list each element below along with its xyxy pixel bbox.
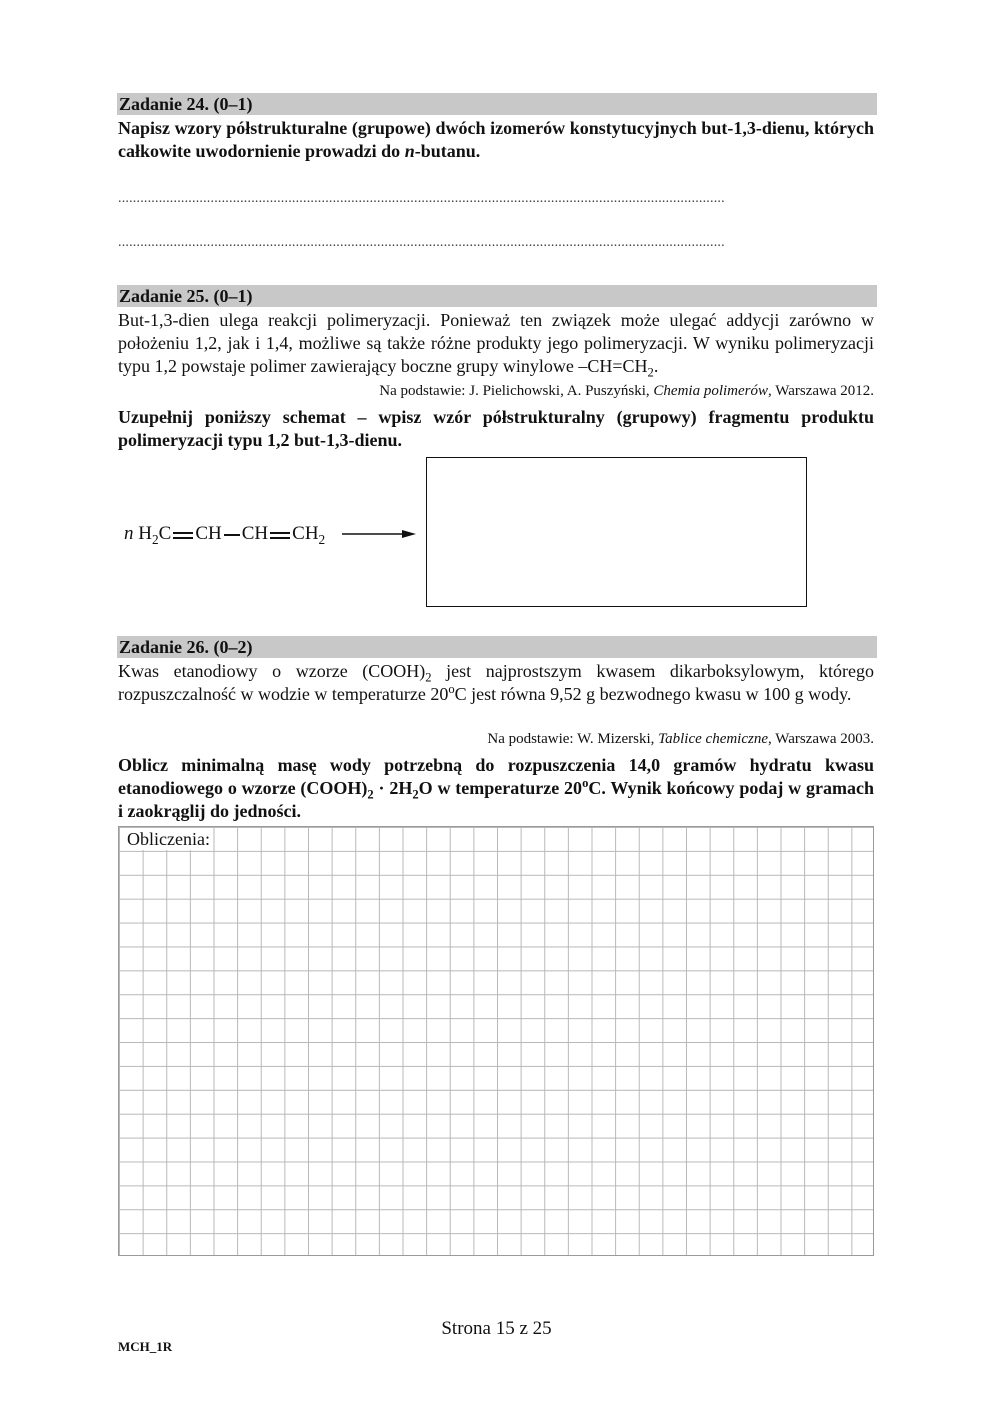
- answer-line-2[interactable]: ....................................................................................................................................................................: [118, 236, 725, 250]
- exam-code: MCH_1R: [118, 1339, 173, 1354]
- double-bond: [171, 522, 195, 546]
- task-25-source: Na podstawie: J. Pielichowski, A. Puszyński, Chemia polimerów, Warszawa 2012.: [379, 383, 874, 399]
- task-24-instruction: Napisz wzory półstrukturalne (grupowe) dwóch izomerów konstytucyjnych but-1,3-dienu, których całkowite uwodornienie prowadzi do n-butanu.: [118, 118, 874, 161]
- task-25-intro: But-1,3-dien ulega reakcji polimeryzacji. Ponieważ ten związek może ulegać addycji zarówno w położeniu 1,2, jak i 1,4, możliwe są także różne produkty jego polimeryzacji. W wyniku polimeryzacji typu 1,2 powstaje polimer zawierający boczne grupy winylowe $-CH=CH_2$.: [118, 310, 874, 380]
- single-bond: [222, 522, 242, 546]
- task-26-source: Na podstawie: W. Mizerski, Tablice chemiczne, Warszawa 2003.: [487, 731, 874, 747]
- page-number: Strona 15 z 25: [441, 1318, 552, 1339]
- answer-line-1[interactable]: ....................................................................................................................................................................: [118, 192, 725, 206]
- task-25-header: Zadanie 25. (0–1): [117, 285, 877, 307]
- reaction-formula: n $H_2C$ CH CH $CH_2$: [124, 523, 326, 547]
- reaction-arrow-icon: [340, 527, 420, 541]
- task-24-header: Zadanie 24. (0–1): [117, 93, 877, 115]
- calculation-grid[interactable]: [118, 826, 874, 1256]
- task-26-instruction: Oblicz minimalną masę wody potrzebną do rozpuszczenia 14,0 gramów hydratu kwasu etanodiowego o wzorze $(COOH)_2 \cdot 2H_2O$ w temperaturze 20$^o$C. Wynik końcowy podaj w gramach i zaokrąglij do jedności.: [118, 755, 874, 821]
- grid-label: Obliczenia:: [127, 829, 210, 849]
- task-25-instruction: Uzupełnij poniższy schemat – wpisz wzór półstrukturalny (grupowy) fragmentu produktu polimeryzacji typu 1,2 but-1,3-dienu.: [118, 407, 874, 450]
- task-26-header: Zadanie 26. (0–2): [117, 636, 877, 658]
- answer-box[interactable]: [426, 457, 807, 607]
- task-26-intro: Kwas etanodiowy o wzorze $(COOH)_2$ jest najprostszym kwasem dikarboksylowym, którego rozpuszczalność w wodzie w temperaturze 20$^o$C jest równa 9,52 g bezwodnego kwasu w 100 g wody.: [118, 661, 874, 704]
- double-bond: [268, 522, 292, 546]
